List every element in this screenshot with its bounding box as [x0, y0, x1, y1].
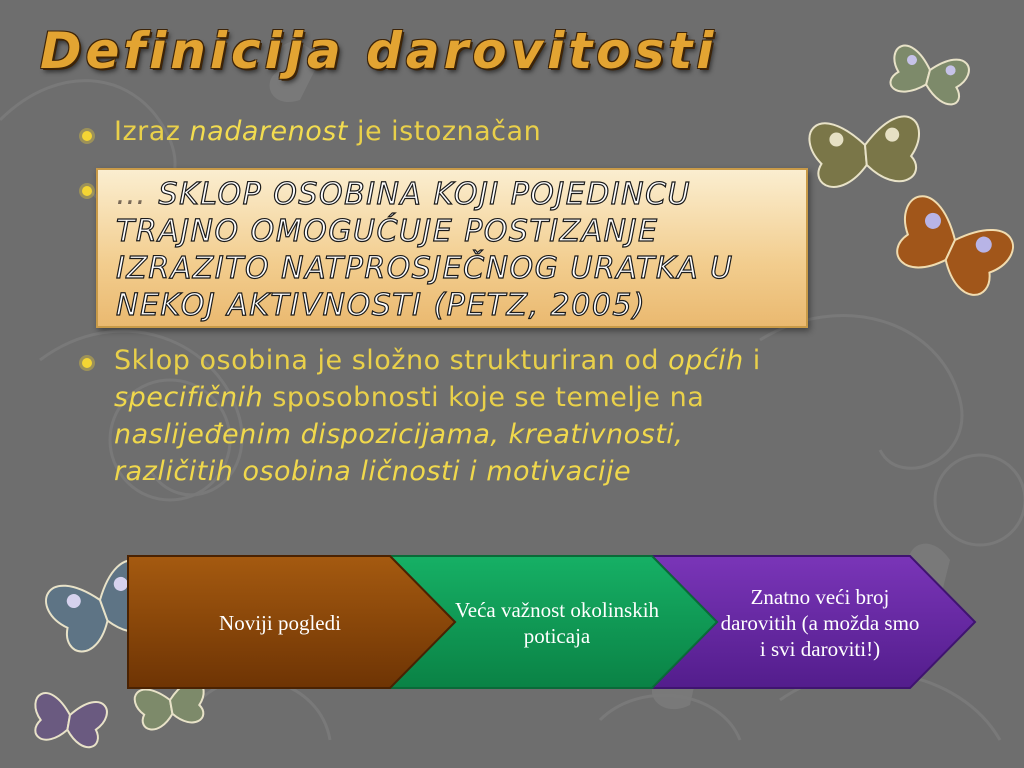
bullet-1-suffix: je istoznačan — [347, 116, 542, 147]
bullet-3-mid-2: sposobnosti koje se temelje na — [263, 382, 705, 413]
bullet-1-emphasis: nadarenost — [189, 116, 348, 147]
definition-ellipsis: … — [116, 177, 159, 212]
bullet-3-mid-1: i — [743, 345, 761, 376]
bullet-3-emphasis-1: općih — [668, 345, 744, 376]
bullet-1-prefix: Izraz — [114, 116, 190, 147]
process-step-2-label: Veća važnost okolinskih poticaja — [454, 598, 660, 648]
definition-body: SKLOP OSOBINA KOJI POJEDINCU TRAJNO OMOGUĆUJE POSTIZANJE IZRAZITO NATPROSJEČNOG URATKA U NEKOJ AKTIVNOSTI (PETZ, 2005) — [116, 177, 734, 323]
process-step-1-label: Noviji pogledi — [219, 611, 341, 635]
bullet-3-emphasis-3: naslijeđenim dispozicijama, kreativnosti, različitih osobina ličnosti i motivacije — [114, 419, 684, 487]
bullet-3-emphasis-2: specifičnih — [114, 382, 264, 413]
bullet-3-prefix: Sklop osobina je složno strukturiran od — [114, 345, 669, 376]
slide-title: Definicija darovitosti — [40, 22, 718, 80]
process-step-3-label: Znatno veći broj darovitih (a možda smo i svi daroviti!) — [720, 585, 920, 661]
